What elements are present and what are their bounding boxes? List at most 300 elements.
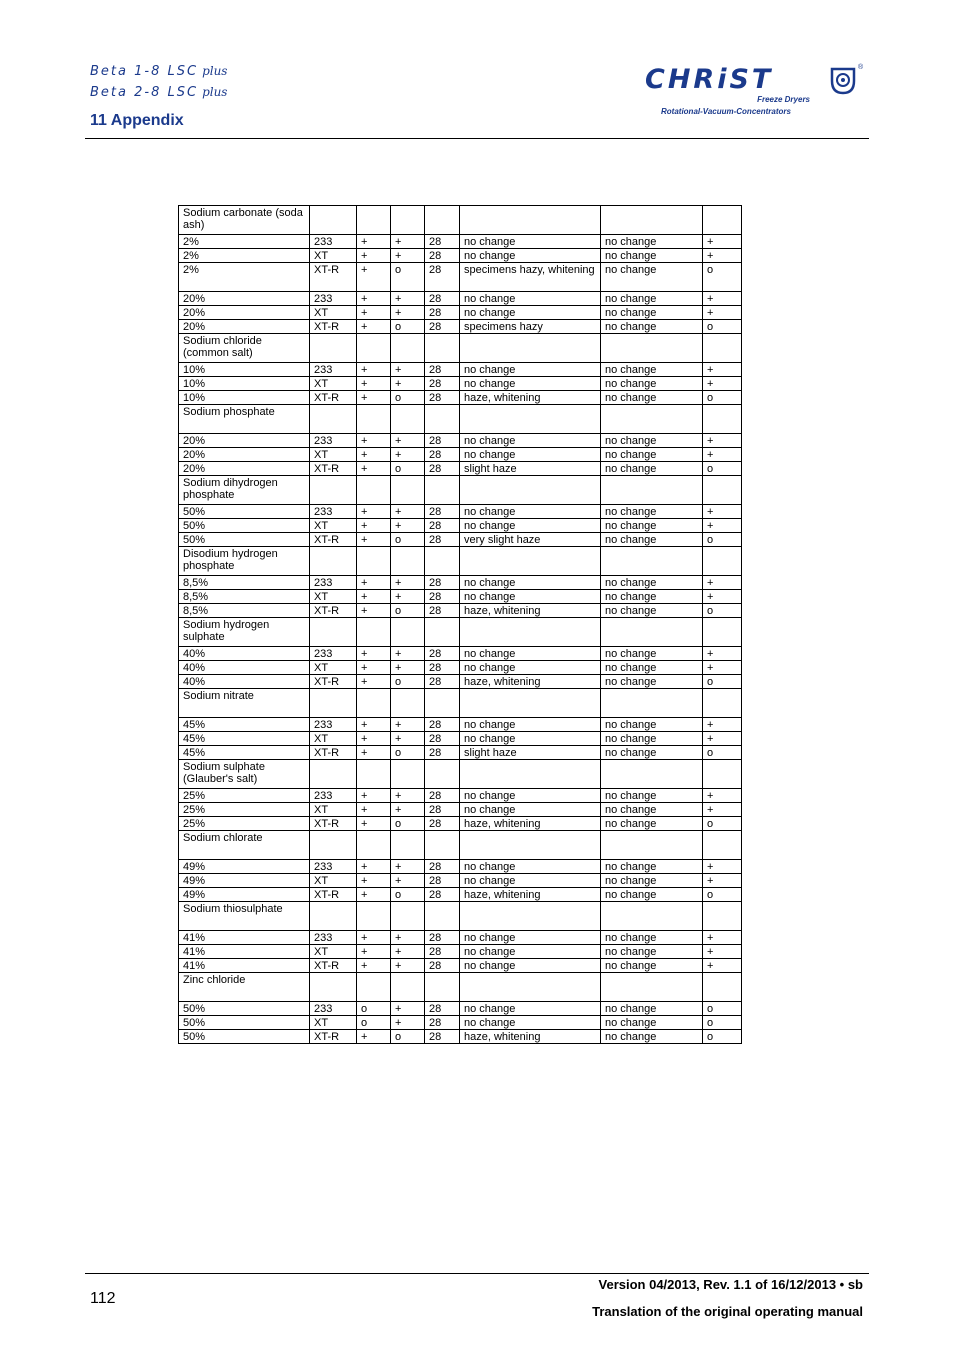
table-cell: o [703, 746, 742, 760]
table-cell: o [703, 888, 742, 902]
table-cell: XT [310, 519, 357, 533]
table-cell: no change [601, 732, 703, 746]
model-line-2 [90, 85, 227, 100]
table-cell: o [391, 391, 425, 405]
table-cell: + [703, 576, 742, 590]
empty-cell [357, 405, 391, 434]
table-cell: 20% [179, 434, 310, 448]
substance-name: Sodium chlorate [179, 831, 310, 860]
table-cell: + [357, 1030, 391, 1044]
table-cell: + [391, 945, 425, 959]
table-cell: + [703, 505, 742, 519]
empty-cell [310, 405, 357, 434]
table-cell: 20% [179, 320, 310, 334]
table-cell: + [357, 391, 391, 405]
page-number: 112 [90, 1290, 116, 1307]
table-cell: + [703, 434, 742, 448]
table-cell: XT-R [310, 263, 357, 292]
table-cell: 233 [310, 931, 357, 945]
table-cell: no change [601, 306, 703, 320]
table-cell: no change [460, 306, 601, 320]
table-cell: 28 [425, 1030, 460, 1044]
empty-cell [601, 618, 703, 647]
empty-cell [460, 689, 601, 718]
table-cell: haze, whitening [460, 1030, 601, 1044]
table-cell: no change [460, 1002, 601, 1016]
version-info: Version 04/2013, Rev. 1.1 of 16/12/2013 • sb [598, 1277, 863, 1292]
empty-cell [425, 334, 460, 363]
table-cell: no change [601, 718, 703, 732]
table-cell: o [357, 1002, 391, 1016]
substance-name: Sodium dihydrogen phosphate [179, 476, 310, 505]
logo-subtitle-1: Freeze Dryers [757, 95, 810, 104]
table-cell: no change [601, 945, 703, 959]
table-cell: no change [601, 860, 703, 874]
table-cell: o [703, 817, 742, 831]
table-cell: + [391, 931, 425, 945]
table-cell: 28 [425, 604, 460, 618]
table-cell: no change [601, 235, 703, 249]
table-cell: 28 [425, 817, 460, 831]
table-cell: 28 [425, 434, 460, 448]
table-cell: no change [460, 647, 601, 661]
empty-cell [357, 206, 391, 235]
table-cell: no change [601, 377, 703, 391]
table-cell: no change [460, 860, 601, 874]
table-cell: 25% [179, 803, 310, 817]
table-cell: 233 [310, 718, 357, 732]
table-row [179, 888, 742, 902]
table-cell: XT-R [310, 391, 357, 405]
empty-cell [425, 476, 460, 505]
table-cell: no change [601, 931, 703, 945]
empty-cell [703, 476, 742, 505]
table-cell: 50% [179, 1030, 310, 1044]
empty-cell [460, 831, 601, 860]
table-cell: no change [460, 249, 601, 263]
table-cell: XT [310, 249, 357, 263]
table-cell: specimens hazy [460, 320, 601, 334]
table-cell: + [703, 874, 742, 888]
table-cell: 28 [425, 263, 460, 292]
table-cell: + [703, 292, 742, 306]
table-cell: 28 [425, 320, 460, 334]
table-row [179, 377, 742, 391]
table-cell: 2% [179, 235, 310, 249]
table-cell: o [391, 675, 425, 689]
substance-name: Sodium sulphate (Glauber's salt) [179, 760, 310, 789]
table-cell: no change [601, 320, 703, 334]
model-name: Beta 1-8 LSC [90, 64, 199, 79]
empty-cell [391, 902, 425, 931]
table-cell: 50% [179, 505, 310, 519]
table-cell: 28 [425, 746, 460, 760]
empty-cell [460, 206, 601, 235]
empty-cell [310, 973, 357, 1002]
empty-cell [391, 973, 425, 1002]
group-header-row [179, 476, 742, 505]
table-cell: XT [310, 1016, 357, 1030]
table-cell: o [703, 533, 742, 547]
empty-cell [425, 689, 460, 718]
table-cell: + [357, 803, 391, 817]
table-cell: no change [601, 363, 703, 377]
table-cell: no change [601, 959, 703, 973]
table-cell: XT-R [310, 320, 357, 334]
table-cell: + [357, 675, 391, 689]
table-cell: 28 [425, 519, 460, 533]
table-cell: + [357, 661, 391, 675]
table-row [179, 391, 742, 405]
table-cell: no change [601, 590, 703, 604]
table-cell: no change [460, 661, 601, 675]
table-cell: no change [601, 647, 703, 661]
table-row [179, 1002, 742, 1016]
empty-cell [460, 405, 601, 434]
table-cell: o [703, 675, 742, 689]
table-cell: + [703, 519, 742, 533]
table-cell: + [357, 249, 391, 263]
table-cell: + [703, 647, 742, 661]
table-cell: + [391, 959, 425, 973]
model-plus: plus [202, 64, 228, 78]
table-cell: no change [460, 874, 601, 888]
table-cell: + [703, 306, 742, 320]
table-cell: 28 [425, 789, 460, 803]
table-cell: no change [601, 462, 703, 476]
table-cell: + [391, 590, 425, 604]
model-plus: plus [202, 85, 228, 99]
empty-cell [357, 334, 391, 363]
table-cell: 28 [425, 860, 460, 874]
table-row [179, 803, 742, 817]
empty-cell [357, 689, 391, 718]
table-cell: no change [460, 519, 601, 533]
table-cell: 28 [425, 647, 460, 661]
empty-cell [601, 334, 703, 363]
table-cell: XT [310, 590, 357, 604]
empty-cell [357, 618, 391, 647]
table-cell: XT-R [310, 888, 357, 902]
christ-logo [645, 64, 865, 120]
empty-cell [601, 902, 703, 931]
table-cell: 20% [179, 448, 310, 462]
table-cell: + [703, 718, 742, 732]
empty-cell [703, 973, 742, 1002]
table-cell: no change [601, 576, 703, 590]
table-cell: no change [601, 874, 703, 888]
table-row [179, 604, 742, 618]
table-cell: XT-R [310, 746, 357, 760]
table-cell: 25% [179, 789, 310, 803]
table-cell: XT [310, 377, 357, 391]
empty-cell [425, 618, 460, 647]
table-cell: + [357, 888, 391, 902]
table-cell: + [703, 590, 742, 604]
table-cell: no change [460, 732, 601, 746]
empty-cell [703, 334, 742, 363]
table-cell: haze, whitening [460, 675, 601, 689]
table-row [179, 647, 742, 661]
empty-cell [310, 206, 357, 235]
table-cell: + [391, 448, 425, 462]
table-cell: 233 [310, 789, 357, 803]
empty-cell [703, 689, 742, 718]
table-cell: 28 [425, 533, 460, 547]
substance-name: Sodium phosphate [179, 405, 310, 434]
table-row [179, 235, 742, 249]
table-cell: + [357, 462, 391, 476]
substance-name: Sodium chloride (common salt) [179, 334, 310, 363]
table-cell: very slight haze [460, 533, 601, 547]
table-cell: no change [601, 505, 703, 519]
table-cell: + [357, 306, 391, 320]
header-rule [85, 138, 869, 139]
table-cell: no change [601, 448, 703, 462]
empty-cell [703, 831, 742, 860]
table-row [179, 462, 742, 476]
table-cell: o [391, 888, 425, 902]
table-cell: + [703, 931, 742, 945]
table-cell: 49% [179, 888, 310, 902]
table-cell: 233 [310, 292, 357, 306]
table-cell: 28 [425, 874, 460, 888]
translation-note: Translation of the original operating manual [592, 1304, 863, 1319]
empty-cell [310, 334, 357, 363]
table-cell: no change [460, 789, 601, 803]
table-cell: XT-R [310, 817, 357, 831]
empty-cell [425, 547, 460, 576]
empty-cell [425, 973, 460, 1002]
table-cell: o [703, 1016, 742, 1030]
empty-cell [391, 547, 425, 576]
empty-cell [601, 760, 703, 789]
substance-name: Sodium hydrogen sulphate [179, 618, 310, 647]
table-cell: XT-R [310, 675, 357, 689]
table-cell: + [357, 746, 391, 760]
table-cell: 28 [425, 292, 460, 306]
table-cell: + [703, 789, 742, 803]
table-cell: haze, whitening [460, 817, 601, 831]
table-row [179, 363, 742, 377]
table-cell: no change [601, 434, 703, 448]
table-cell: no change [601, 1016, 703, 1030]
table-cell: XT-R [310, 462, 357, 476]
group-header-row [179, 760, 742, 789]
table-cell: o [391, 462, 425, 476]
table-cell: o [703, 462, 742, 476]
table-cell: 8,5% [179, 604, 310, 618]
empty-cell [391, 206, 425, 235]
empty-cell [425, 206, 460, 235]
table-cell: + [391, 732, 425, 746]
table-cell: + [357, 789, 391, 803]
table-cell: + [357, 732, 391, 746]
table-cell: no change [601, 817, 703, 831]
table-cell: 233 [310, 235, 357, 249]
table-cell: 8,5% [179, 590, 310, 604]
table-cell: o [703, 1002, 742, 1016]
table-cell: 50% [179, 1016, 310, 1030]
empty-cell [601, 689, 703, 718]
group-header-row [179, 902, 742, 931]
table-cell: + [357, 519, 391, 533]
empty-cell [601, 206, 703, 235]
table-cell: 28 [425, 1002, 460, 1016]
table-row [179, 789, 742, 803]
table-cell: + [703, 377, 742, 391]
table-cell: no change [460, 235, 601, 249]
table-cell: o [703, 391, 742, 405]
empty-cell [425, 405, 460, 434]
table-cell: no change [460, 576, 601, 590]
table-cell: no change [601, 803, 703, 817]
table-cell: 28 [425, 590, 460, 604]
group-header-row [179, 547, 742, 576]
empty-cell [357, 902, 391, 931]
empty-cell [460, 902, 601, 931]
table-cell: + [391, 661, 425, 675]
table-cell: no change [601, 249, 703, 263]
section-title: 11 Appendix [90, 112, 184, 129]
table-cell: 28 [425, 306, 460, 320]
table-cell: 28 [425, 363, 460, 377]
empty-cell [357, 760, 391, 789]
table-cell: + [703, 860, 742, 874]
empty-cell [391, 476, 425, 505]
table-cell: no change [460, 448, 601, 462]
table-cell: + [391, 576, 425, 590]
table-cell: + [703, 448, 742, 462]
logo-subtitle-2: Rotational-Vacuum-Concentrators [661, 107, 791, 116]
table-cell: 10% [179, 363, 310, 377]
table-cell: 2% [179, 249, 310, 263]
empty-cell [391, 618, 425, 647]
table-cell: + [357, 320, 391, 334]
empty-cell [601, 831, 703, 860]
table-cell: + [357, 590, 391, 604]
table-row [179, 448, 742, 462]
substance-name: Sodium nitrate [179, 689, 310, 718]
empty-cell [310, 760, 357, 789]
table-cell: slight haze [460, 746, 601, 760]
empty-cell [310, 902, 357, 931]
table-cell: + [357, 860, 391, 874]
empty-cell [460, 334, 601, 363]
table-cell: XT-R [310, 533, 357, 547]
table-cell: no change [460, 292, 601, 306]
table-cell: XT [310, 306, 357, 320]
model-line-1 [90, 64, 227, 79]
table-row [179, 519, 742, 533]
empty-cell [460, 547, 601, 576]
group-header-row [179, 206, 742, 235]
table-cell: no change [601, 789, 703, 803]
table-cell: o [357, 1016, 391, 1030]
table-row [179, 874, 742, 888]
table-cell: specimens hazy, whitening [460, 263, 601, 292]
table-cell: 28 [425, 505, 460, 519]
table-cell: + [391, 718, 425, 732]
table-cell: + [357, 377, 391, 391]
table-cell: 28 [425, 1016, 460, 1030]
table-cell: 28 [425, 803, 460, 817]
table-cell: XT [310, 448, 357, 462]
table-row [179, 931, 742, 945]
table-cell: 20% [179, 306, 310, 320]
table-cell: 233 [310, 505, 357, 519]
table-cell: XT-R [310, 1030, 357, 1044]
table-row [179, 1016, 742, 1030]
table-cell: + [357, 817, 391, 831]
table-row [179, 249, 742, 263]
table-row [179, 718, 742, 732]
footer-rule [85, 1273, 869, 1274]
table-cell: + [391, 235, 425, 249]
table-cell: haze, whitening [460, 888, 601, 902]
table-cell: XT [310, 874, 357, 888]
table-cell: 10% [179, 391, 310, 405]
table-cell: no change [601, 263, 703, 292]
table-cell: o [391, 533, 425, 547]
table-cell: 10% [179, 377, 310, 391]
table-row [179, 732, 742, 746]
table-cell: no change [601, 675, 703, 689]
table-cell: 28 [425, 235, 460, 249]
table-cell: 45% [179, 732, 310, 746]
table-cell: no change [601, 1030, 703, 1044]
empty-cell [601, 476, 703, 505]
table-cell: 28 [425, 462, 460, 476]
table-cell: 233 [310, 860, 357, 874]
table-cell: o [391, 1030, 425, 1044]
table-cell: no change [460, 590, 601, 604]
table-cell: 28 [425, 661, 460, 675]
swirl-logo-icon [829, 66, 859, 96]
empty-cell [601, 973, 703, 1002]
table-row [179, 590, 742, 604]
table-cell: XT [310, 661, 357, 675]
empty-cell [703, 618, 742, 647]
table-cell: 28 [425, 377, 460, 391]
table-cell: 233 [310, 647, 357, 661]
table-cell: no change [460, 803, 601, 817]
table-cell: + [391, 647, 425, 661]
substance-name: Disodium hydrogen phosphate [179, 547, 310, 576]
table-cell: no change [460, 363, 601, 377]
table-cell: 233 [310, 363, 357, 377]
table-cell: + [703, 945, 742, 959]
table-cell: + [391, 860, 425, 874]
table-cell: haze, whitening [460, 604, 601, 618]
group-header-row [179, 831, 742, 860]
table-cell: + [703, 661, 742, 675]
table-cell: no change [460, 505, 601, 519]
empty-cell [460, 760, 601, 789]
table-cell: 233 [310, 434, 357, 448]
table-cell: no change [460, 1016, 601, 1030]
table-cell: no change [601, 533, 703, 547]
table-cell: no change [460, 718, 601, 732]
table-cell: 41% [179, 931, 310, 945]
table-cell: + [391, 434, 425, 448]
empty-cell [601, 405, 703, 434]
group-header-row [179, 334, 742, 363]
table-row [179, 505, 742, 519]
table-cell: 233 [310, 1002, 357, 1016]
table-cell: 40% [179, 675, 310, 689]
table-cell: 45% [179, 718, 310, 732]
